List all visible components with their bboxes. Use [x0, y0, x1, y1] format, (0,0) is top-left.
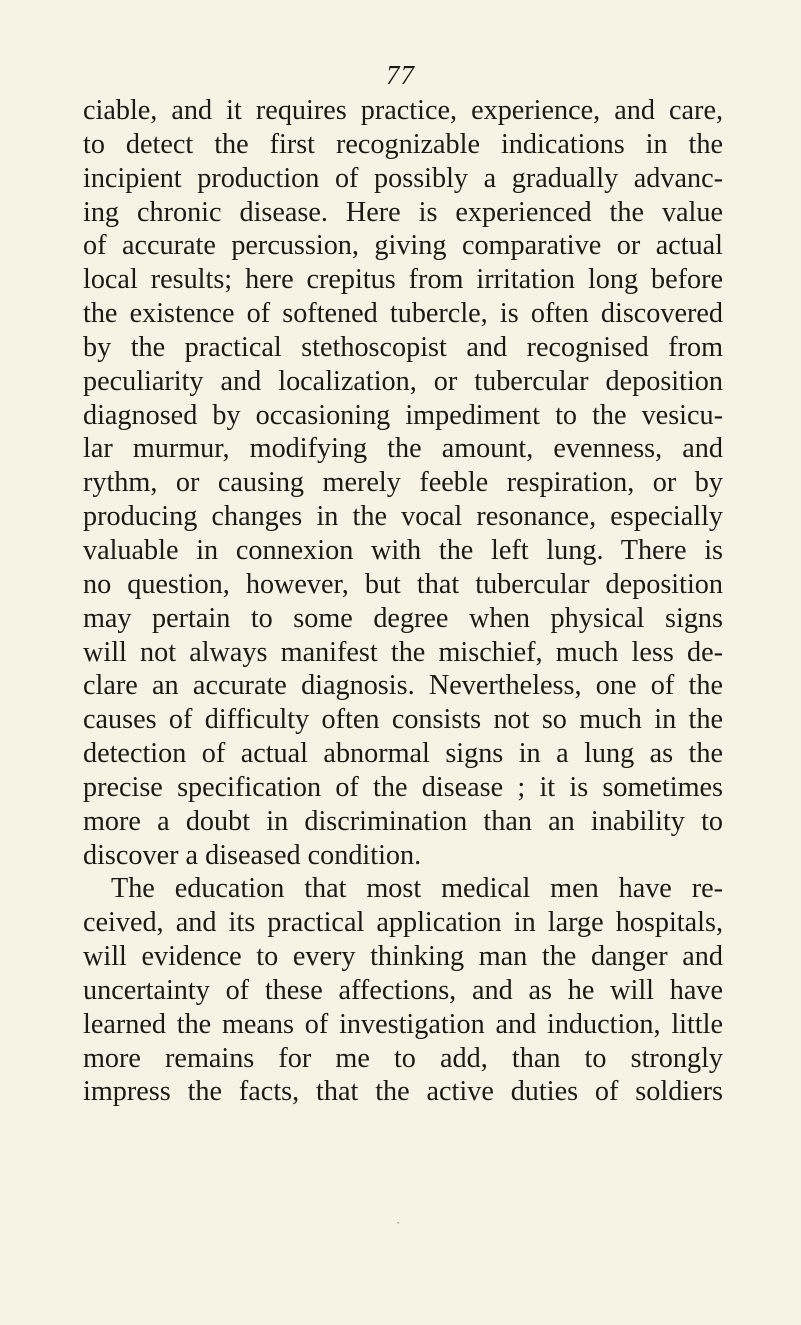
text-line: discover a diseased condition. [83, 839, 422, 871]
page-number: 77 [386, 60, 415, 90]
text-line: uncertainty of these affections, and as he will have [83, 974, 723, 1006]
text-line: will evidence to every thinking man the danger and [83, 941, 723, 973]
text-line: rythm, or causing merely feeble respiration, or by [83, 467, 723, 499]
text-line: the existence of softened tubercle, is often discovered [83, 298, 723, 330]
text-line: producing changes in the vocal resonance, especially [83, 501, 723, 533]
text-line: ciable, and it requires practice, experience, and care, [83, 95, 723, 126]
text-line: ing chronic disease. Here is experienced the value [83, 196, 723, 228]
text-line: valuable in connexion with the left lung. There is [83, 534, 723, 566]
text-line: no question, however, but that tubercular deposition [83, 568, 723, 600]
text-line: more remains for me to add, than to strongly [83, 1042, 723, 1074]
text-line: learned the means of investigation and induction, little [83, 1008, 723, 1040]
text-line: of accurate percussion, giving comparative or actual [83, 230, 723, 262]
body-text [83, 94, 723, 1109]
text-line: The education that most medical men have re- [111, 873, 723, 905]
text-line: diagnosed by occasioning impediment to the vesicu- [83, 399, 723, 431]
text-line: causes of difficulty often consists not so much in the [83, 704, 723, 736]
text-line: may pertain to some degree when physical signs [83, 602, 723, 634]
text-line: incipient production of possibly a gradually advanc- [83, 162, 723, 194]
text-line: precise specification of the disease ; it is sometimes [83, 771, 723, 803]
ink-speck-mark: ⋅ [396, 1216, 401, 1230]
text-line: ceived, and its practical application in large hospitals, [83, 907, 723, 939]
text-line: lar murmur, modifying the amount, evenness, and [83, 433, 723, 465]
text-line: more a doubt in discrimination than an inability to [83, 805, 723, 837]
text-line: clare an accurate diagnosis. Nevertheless, one of the [83, 670, 723, 702]
text-line: impress the facts, that the active duties of soldiers [83, 1076, 723, 1108]
text-line: peculiarity and localization, or tubercular deposition [83, 365, 723, 397]
text-line: to detect the first recognizable indications in the [83, 128, 723, 160]
text-line: will not always manifest the mischief, much less de- [83, 636, 723, 668]
text-line: detection of actual abnormal signs in a lung as the [83, 738, 723, 770]
text-line: local results; here crepitus from irritation long before [83, 264, 723, 296]
text-line: by the practical stethoscopist and recognised from [83, 331, 723, 363]
